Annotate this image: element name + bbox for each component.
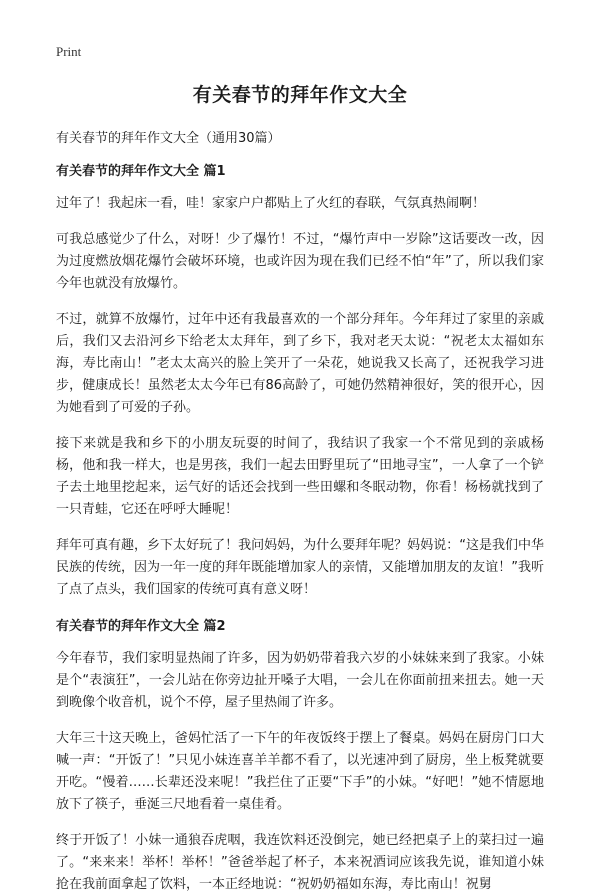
paragraph: 过年了！我起床一看，哇！家家户户都贴上了火红的春联，气氛真热闹啊！ xyxy=(56,196,486,211)
page-title: 有关春节的拜年作文大全 xyxy=(192,84,408,106)
paragraph: 接下来就是我和乡下的小朋友玩耍的时间了，我结识了我家一个不常见到的亲戚杨杨，他和我一样大，也是男孩，我们一起去田野里玩了“田地寻宝”，一人拿了一个铲子去土地里挖起来，运气好的话还会找到一些田螺和冬眠动物，你看！杨杨就找到了一只青蛙，它还在呼呼大睡呢！ xyxy=(56,436,544,517)
document-subtitle: 有关春节的拜年作文大全（通用30篇） xyxy=(56,131,281,146)
paragraph: 不过，就算不放爆竹，过年中还有我最喜欢的一个部分拜年。今年拜过了家里的亲戚后，我们又去沿河乡下给老太太拜年，到了乡下，我对老天太说：“祝老太太福如东海，寿比南山！”老太太高兴的脸上笑开了一朵花，她说我又长高了，还祝我学习进步，健康成长！虽然老太太今年已有86高龄了，可她仍然精神很好，笑的很开心，因为她看到了可爱的子孙。 xyxy=(56,312,544,415)
paragraph: 今年春节，我们家明显热闹了许多，因为奶奶带着我六岁的小妹妹来到了我家。小妹是个“表演狂”，一会儿站在你旁边扯开嗓子大唱，一会儿在你面前扭来扭去。她一天到晚像个收音机，说个不停，屋子里热闹了许多。 xyxy=(56,651,544,710)
paragraph: 拜年可真有趣，乡下太好玩了！我问妈妈，为什么要拜年呢？妈妈说：“这是我们中华民族的传统，因为一年一度的拜年既能增加家人的亲情，又能增加朋友的友谊！”我听了点了点头，我们国家的传统可真有意义呀！ xyxy=(56,538,544,597)
section-heading: 有关春节的拜年作文大全 篇1 xyxy=(56,164,226,179)
article-section-1 xyxy=(56,160,544,601)
section-heading: 有关春节的拜年作文大全 篇2 xyxy=(56,619,226,634)
paragraph: 可我总感觉少了什么，对呀！少了爆竹！不过，“爆竹声中一岁除”这话要改一改，因为过度燃放烟花爆竹会破坏环境，也或许因为现在我们已经不怕“年”了，所以我们家今年也就没有放爆竹。 xyxy=(56,232,544,291)
article-section-2 xyxy=(56,615,544,896)
paragraph: 终于开饭了！小妹一通狼吞虎咽，我连饮料还没倒完，她已经把桌子上的菜扫过一遍了。“来来来！举杯！举杯！”爸爸举起了杯子，本来祝酒词应该我先说，谁知道小妹抢在我前面拿起了饮料，一本正经地说：“祝奶奶福如东海，寿比南山！祝舅 xyxy=(56,833,544,892)
print-link[interactable]: Print xyxy=(56,44,82,59)
paragraph: 大年三十这天晚上，爸妈忙活了一下午的年夜饭终于摆上了餐桌。妈妈在厨房门口大喊一声：“开饭了！”只见小妹连喜羊羊都不看了，以光速冲到了厨房，坐上板凳就要开吃。“慢着……长辈还没来呢！”我拦住了正要“下手”的小妹。“好吧！”她不情愿地放下了筷子，垂涎三尺地看着一桌佳肴。 xyxy=(56,731,544,812)
